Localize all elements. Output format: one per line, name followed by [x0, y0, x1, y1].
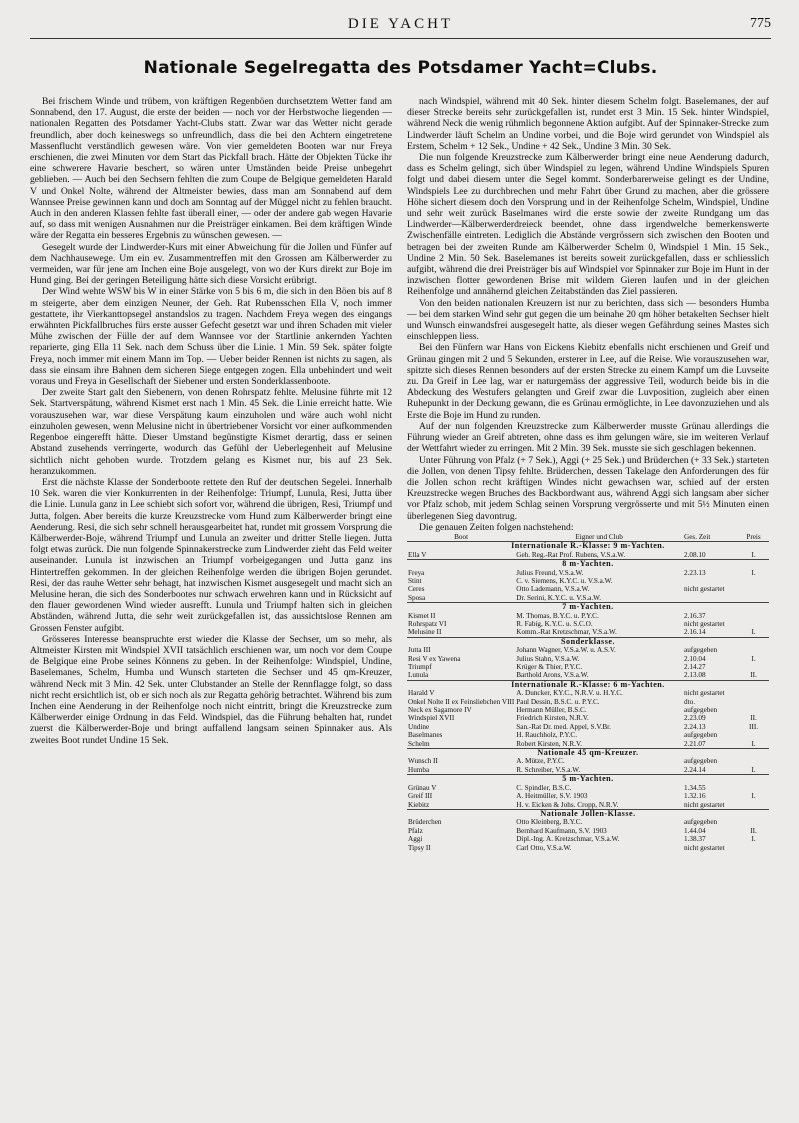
prize [738, 577, 769, 585]
results-row [407, 757, 769, 765]
prize: III. [749, 722, 759, 731]
results-row [407, 723, 769, 731]
boat-name: Baselmanes [408, 731, 443, 740]
prize [738, 612, 769, 620]
boat-name: Tipsy II [408, 843, 431, 852]
results-body [407, 542, 769, 852]
boat-name: Schelm [408, 739, 430, 748]
running-head [30, 16, 771, 39]
column-header-boat: Boot [454, 532, 469, 541]
boat-name: Harald V [408, 689, 435, 698]
boat-name: Wunsch II [408, 757, 438, 766]
journal-title: DIE YACHT [347, 16, 454, 32]
boat-name: Pfalz [408, 826, 423, 835]
owner-club: H. v. Eicken & Johs. Cropp, N.R.V. [516, 800, 619, 809]
elapsed-time: aufgegeben [684, 731, 718, 740]
results-table [407, 533, 769, 852]
prize: I. [751, 654, 756, 663]
prize [738, 706, 769, 714]
elapsed-time: nicht gestartet [684, 800, 725, 809]
elapsed-time: 1.34.55 [684, 783, 706, 792]
paragraph: Von den beiden nationalen Kreuzern ist nur zu berichten, dass sich — besonders Humba — bei dem starken Wind sehr gut gegen die um beinahe 20 qm höher betakelten Sechser hielt und Wunsch einwandsfrei ausgesegelt hatte, als dieser wegen Gefährdung seines Mastes sich einschleppen liess. [407, 297, 769, 343]
paragraph: Bei den Fünfern war Hans von Eickens Kiebitz ebenfalls nicht erschienen und Greif und Grünau gingen mit 2 und 5 Sekunden, ersterer in Lee, auf die Reise. Wie vorauszusehen war, spitzte sich dieses Rennen besonders auf der ersten Strecke zu einem Kampf um die Luvseite zu. Da Greif in Lee lag, war er naturgemäss der aggressive Teil, wodurch beide bis in die Abdeckung des Westufers gelangten und Greif zwar die Luvposition, zugleich aber einen Ruhepunkt in der Deckung gewann, die es Grünau ermöglichte, in Lee davonzuziehen und als Erste die Boje im Hund zu runden. [407, 342, 769, 421]
prize: II. [750, 671, 757, 680]
owner-club: Otto Kleinberg, B.Y.C. [516, 818, 583, 827]
owner-club: Johann Wagner, V.S.a.W. u. A.S.V. [516, 646, 616, 655]
paragraph: Die nun folgende Kreuzstrecke zum Kälberwerder bringt eine neue Aenderung dadurch, dass es Schelm gelingt, sich über Windspiel zu legen, während Undine Windspiels Spuren folgt und dabei diesem unter die Segel kommt. Sonderbarerweise gelingt es der Undine, Windspiels Lee zu durchbrechen und mehr Fahrt über Grund zu machen, aber die grössere Höhe sichert diesem doch den Vorsprung und in der Reihenfolge Schelm, Windspiel, Undine und sehr weit zurück Baselmanes wird die erste sowie der zweite Rundgang um das Lindwerder—Kälberwerderdreieck beendet, ohne dass irgendwelche bemerkenswerte Zwischenfälle eintreten. Lediglich die Abstände vergrössern sich zwischen den Booten und betragen bei der zweiten Runde am Kälberwerder Schelm 0, Windspiel 1 Min. 15 Sek., Undine 2 Min. 50 Sek. Baselemanes ist bereits soweit zurückgefallen, dass er schliesslich aufgibt, während die drei Preisträger bis auf Windspiel vor Spinnaker zur Boje im Hunt in der inzwischen flotter gewordenen Brise mit wildem Gieren laufen und in der gleichen Reihenfolge und annähernd gleichen Zeitabständen das Ziel passieren. [407, 152, 769, 298]
elapsed-time: nicht gestartet [684, 585, 725, 594]
results-row [407, 818, 769, 826]
owner-club: Friedrich Kirsten, N.R.V. [516, 714, 589, 723]
elapsed-time: aufgegeben [684, 646, 718, 655]
prize [738, 757, 769, 765]
right-column [407, 96, 769, 852]
elapsed-time [683, 594, 738, 603]
boat-name: Triumpf [408, 663, 432, 672]
owner-club: Julius Freund, V.S.a.W. [516, 568, 584, 577]
boat-name: Brüderchen [408, 818, 442, 827]
boat-name: Kiebitz [408, 800, 430, 809]
boat-name: Ella V [408, 550, 427, 559]
class-title: Nationale Jollen-Klasse. [407, 809, 769, 818]
boat-name: Rohrspatz VI [408, 619, 447, 628]
owner-club: Julius Stahn, V.S.a.W. [516, 654, 580, 663]
paragraph: Auf der nun folgenden Kreuzstrecke zum Kälberwerder musste Grünau allerdings die Führung wieder an Greif abtreten, ohne dass es ihm gelungen wäre, sie im weiteren Verlauf der Wettfahrt wieder zu erringen. Mit 2 Min. 39 Sek. musste sie sich geschlagen bekennen. [407, 420, 769, 455]
elapsed-time: 2.16.14 [684, 628, 706, 637]
prize: I. [751, 835, 756, 844]
elapsed-time: aufgegeben [684, 818, 718, 827]
results-row [407, 784, 769, 792]
elapsed-time: 2.24.13 [684, 722, 706, 731]
elapsed-time: 1.32.16 [684, 792, 706, 801]
prize [738, 663, 769, 671]
owner-club: R. Schreiber, V.S.a.W. [516, 765, 581, 774]
owner-club: A. Duncker, KY.C., N.R.V. u. H.Y.C. [516, 689, 623, 698]
paragraph: Unter Führung von Pfalz (+ 7 Sek.), Aggi (+ 25 Sek.) und Brüderchen (+ 33 Sek.) starteten die Jollen, von denen Tipsy fehlte. Brüderchen, dessen Takelage den Anforderungen des für die Jollen schon recht kräftigen Windes nicht gewachsen war, schied auf der ersten Kreuzstrecke wegen Bruches des Backbordwant aus, während Aggi sich langsam aber sicher vor Pfalz schob, mit jedem Schlag seinen Vorsprung vergrösserte und mit 5½ Minuten einen überlegenen Sieg davontrug. [407, 454, 769, 522]
elapsed-time: 2.21.07 [684, 739, 706, 748]
results-row [407, 827, 769, 835]
paragraph: nach Windspiel, während mit 40 Sek. hinter diesem Schelm folgt. Baselemanes, der auf dieser Strecke bereits sehr zurückgefallen ist, rundet erst 3 Min. 15 Sek. hinter Windspiel, während Neck die wenig rühmlich begonnene Aktion aufgibt. Auf der Spinnaker-Strecke zum Lindwerder läuft Schelm an Undine vorbei, und die Boje wird gerundet von Windspiel als Erstem, Schelm + 12 Sek., Undine + 42 Sek., Undine 3 Min. 30 Sek. [407, 96, 769, 152]
results-row [407, 628, 769, 637]
prize: II. [750, 826, 757, 835]
results-row [407, 671, 769, 680]
owner-club: Hermann Müller, B.S.C. [516, 706, 587, 715]
results-row [407, 577, 769, 585]
results-row [407, 594, 769, 603]
elapsed-time: nicht gestartet [684, 689, 725, 698]
paragraph: Grösseres Interesse beanspruchte erst wieder die Klasse der Sechser, um so mehr, als Altmeister Kirsten mit Windspiel XVII tatsächlich erschienen war, um noch vor dem Coupe de Belgique eine Probe seines Könnens zu geben. In der Reihenfolge: Windspiel, Undine, Baselemanes, Schelm, Humba und Wunsch starteten die Sechser und 45 qm-Kreuzer, während Neck mit 3 Min. 42 Sek. unter Clubstander an Stelle der Rennflagge folgt, so dass nicht recht ersichtlich ist, ob er sich noch als zur Regatta gehörig betrachtet. Während bis zum Inchen eine Aenderung in der Reihenfolge noch nicht eintritt, bringt die Kreuzstrecke zum Kälberwerder einige Ordnung in das Feld. Windspiel, das die Führung behalten hat, rundet zuerst die Kälberwerder-Boje und bringt auffallend langsam seinen Spinnaker aus. Als zweites Boot rundet Undine 15 Sek. [30, 633, 392, 746]
class-title: Internationale R.-Klasse: 9 m-Yachten. [407, 542, 769, 551]
owner-club: Paul Dessin, B.S.C. u. P.Y.C. [516, 697, 600, 706]
results-row [407, 835, 769, 843]
elapsed-time: 2.10.04 [684, 654, 706, 663]
prize [738, 689, 769, 697]
boat-name: Humba [408, 765, 430, 774]
prize [738, 844, 769, 852]
boat-name: Melusine II [408, 628, 442, 637]
results-row [407, 706, 769, 714]
results-row [407, 569, 769, 577]
boat-name: Sposa [408, 593, 426, 602]
results-row [407, 620, 769, 628]
column-header-prize: Preis [746, 532, 761, 541]
results-class-heading [407, 560, 769, 569]
elapsed-time: 2.08.10 [684, 550, 706, 559]
results-heading: Die genauen Zeiten folgen nachstehend: [419, 521, 574, 533]
results-class-heading [407, 749, 769, 758]
owner-club: Otto Lademann, V.S.a.W. [516, 585, 590, 594]
elapsed-time: 2.24.14 [684, 765, 706, 774]
owner-club: Carl Otto, V.S.a.W. [516, 843, 572, 852]
prize [738, 698, 769, 706]
left-column [30, 96, 392, 746]
paragraph: Bei frischem Winde und trübem, von kräftigen Regenböen durchsetztem Wetter fand am Sonnabend, den 17. August, die erste der beiden — noch vor der Herbstwoche liegenden — nationalen Regatten des Potsdamer Yacht-Clubs statt. Zwar war das Wetter nicht gerade freundlich, aber doch keineswegs so unfreundlich, dass die bei den Achtern eingetretene Massenflucht verständlich gewesen wäre. Von vier gemeldeten Booten war nur Freya erschienen, die zwei Minuten vor dem Start das Pickfall brach. Hätte der Objekten Tücke ihr eine schwerere Havarie beschert, so wären unter Umständen beide Preise unbegehrt geblieben. — Auch bei den Sechsern fehlten die zum Coupe de Belgique gemeldeten Harald V und Onkel Nolte, während der Altmeister bewies, dass man am Sonnabend auf dem Wannsee Preise gewinnen kann und doch am Sonntag auf der Müggel nicht zu fehlen braucht. Auch in den anderen Klassen fehlte fast überall einer, — oder der andere gab wegen Havarie auf, so dass mit wenigen Ausnahmen nur die Preisträger einkamen. Bei dem kräftigen Winde wäre der Regatta ein besseres Ergebnis zu wünschen gewesen. — [30, 96, 392, 242]
prize [738, 585, 769, 593]
owner-club: Dipl.-Ing. A. Kretzschmar, V.S.a.W. [516, 835, 620, 844]
owner-club: Barthold Arons, V.S.a.W. [516, 671, 589, 680]
prize: I. [751, 568, 756, 577]
boat-name: Ceres [408, 585, 425, 594]
prize: I. [751, 739, 756, 748]
owner-club: Robert Kirsten, N.R.V. [516, 739, 583, 748]
owner-club: A. Mütze, P.Y.C. [516, 757, 565, 766]
boat-name: Resi V ex Yawena [408, 654, 461, 663]
column-header-owner: Eigner und Club [575, 532, 623, 541]
elapsed-time: 2.16.37 [684, 611, 706, 620]
boat-name: Freya [408, 568, 425, 577]
results-row [407, 551, 769, 560]
paragraph: Der Wind wehte WSW bis W in einer Stärke von 5 bis 6 m, die sich in den Böen bis auf 8 m steigerte, aber dem einzigen Neuner, der Geh. Rat Rubensschen Ella V, noch immer gestattete, ihr Vierkanttopsegel anstandslos zu tragen. Nachdem Freya wegen des eingangs erwähnten Pickfallbruches fürs erste ausser Gefecht gesetzt war und ihren Schaden mit vieler Mühe zwischen der Fülle der auf dem Wannsee vor der Startlinie ankernden Yachten reparierte, ging Ella 11 Sek. nach dem Schuss über die Linie. 1 Min. 59 Sek. später folgte Freya, noch immer mit einem Mann im Top. — Ueber beider Rennen ist nichts zu sagen, als dass sie einsam ihre Bahnen dem sicheren Siege entgegen zogen. Ella unbehindert und weit voraus und Freya in Gesellschaft der Siebener und ersten Sonderklassenboote. [30, 286, 392, 388]
prize: I. [751, 628, 756, 637]
results-class-heading [407, 603, 769, 612]
prize [738, 818, 769, 826]
page-number: 775 [750, 16, 771, 31]
elapsed-time: 1.38.37 [684, 835, 706, 844]
boat-name: Undine [408, 722, 430, 731]
boat-name: Jutta III [408, 646, 431, 655]
results-class-heading [407, 637, 769, 646]
owner-club: C. v. Siemens, K.Y.C. u. V.S.a.W. [516, 576, 613, 585]
results-row [407, 731, 769, 739]
results-row [407, 663, 769, 671]
boat-name: Neck ex Sagamore IV [408, 706, 472, 715]
elapsed-time [683, 577, 738, 585]
owner-club: R. Fabig, K.Y.C. u. S.C.O. [516, 619, 593, 628]
elapsed-time: aufgegeben [684, 757, 718, 766]
results-row [407, 792, 769, 800]
boat-name: Grünau V [408, 783, 437, 792]
owner-club: A. Heitmüller, S.V. 1903 [516, 792, 588, 801]
results-class-heading [407, 809, 769, 818]
elapsed-time: nicht gestartet [684, 843, 725, 852]
results-row [407, 766, 769, 775]
prize [738, 731, 769, 739]
elapsed-time: dto. [684, 697, 695, 706]
prize: II. [750, 714, 757, 723]
prize [738, 646, 769, 654]
elapsed-time: 2.23.09 [684, 714, 706, 723]
results-row [407, 740, 769, 749]
boat-name: Greif III [408, 792, 433, 801]
elapsed-time: 2.13.08 [684, 671, 706, 680]
results-row [407, 714, 769, 722]
owner-club: Geh. Reg.-Rat Prof. Rubens, V.S.a.W. [516, 550, 626, 559]
elapsed-time: 2.23.13 [684, 568, 706, 577]
class-title: 7 m-Yachten. [407, 603, 769, 612]
prize [738, 594, 769, 603]
results-class-heading [407, 775, 769, 784]
owner-club: Bernhard Kaufmann, S.V. 1903 [516, 826, 607, 835]
results-row [407, 612, 769, 620]
elapsed-time: 2.14.27 [684, 663, 706, 672]
prize: I. [751, 792, 756, 801]
elapsed-time: aufgegeben [684, 706, 718, 715]
elapsed-time: 1.44.04 [684, 826, 706, 835]
results-row [407, 655, 769, 663]
elapsed-time: nicht gestartet [684, 619, 725, 628]
class-title: Sonderklasse. [407, 637, 769, 646]
results-row [407, 689, 769, 697]
class-title: 5 m-Yachten. [407, 775, 769, 784]
owner-club: H. Rauchholz, P.Y.C. [516, 731, 578, 740]
boat-name: Aggi [408, 835, 423, 844]
paragraph: Erst die nächste Klasse der Sonderboote rettete den Ruf der deutschen Segelei. Innerhalb 10 Sek. waren die vier Konkurrenten in der Reihenfolge: Triumpf, Lunula, Resi, Jutta über die Linie. Lunula ganz in Lee schiebt sich sofort vor, während die übrigen, Resi, Triumpf und Jutta, folgen. Aber bereits die kurze Kreuzstrecke vom Hund zum Kälberwerder bringt eine Aenderung. Resi, die sich sehr schnell herausgearbeitet hat, rundet mit grossem Vorsprung die Kälberwerder-Boje, während Triumpf und Lunula an zweiter und dritter Stelle liegen. Jutta folgt etwas zurück. Die nun folgende Spinnakerstrecke zum Lindwerder zieht das Feld weiter auseinander. Lunula ist inzwischen an Triumpf vorbeigegangen und Jutta ganz ins Hintertreffen gekommen. In der gleichen Reihenfolge werden die übrigen Bojen gerundet. Resi, der das rauhe Wetter sehr behagt, hat inzwischen Kismet ausgesegelt und macht sich an Melusine heran, die sich des Sonderbootes nur schwach erwehren kann und in Rücksicht auf den flauer gewordenen Wind wieder ausrefft. Lunula und Triumpf halten sich in gleichen Abständen, während Jutta, die sehr weit zurückgefallen ist, das aussichtslose Rennen am Grossen Fenster aufgibt. [30, 476, 392, 634]
owner-club: Dr. Serini, K.Y.C. u. V.S.a.W. [516, 593, 602, 602]
article-title: Nationale Segelregatta des Potsdamer Yacht=Clubs. [143, 58, 658, 78]
results-header-row [407, 533, 769, 542]
boat-name: Windspiel XVII [408, 714, 455, 723]
results-row [407, 844, 769, 852]
owner-club: C. Spindler, B.S.C. [516, 783, 572, 792]
results-row [407, 585, 769, 593]
results-row [407, 698, 769, 706]
prize [738, 801, 769, 810]
prize [738, 620, 769, 628]
owner-club: Krüger & Thier, P.Y.C. [516, 663, 583, 672]
boat-name: Onkel Nolte II ex Feinsliebchen VIII [408, 697, 515, 706]
results-class-heading [407, 542, 769, 551]
results-row [407, 646, 769, 654]
owner-club: M. Thomas, B.Y.C. u. P.Y.C. [516, 611, 599, 620]
boat-name: Lunula [408, 671, 429, 680]
column-header-time: Ges. Zeit [684, 532, 711, 541]
boat-name: Kismet II [408, 611, 436, 620]
class-title: Internationale R.-Klasse: 6 m-Yachten. [407, 680, 769, 689]
paragraph: Der zweite Start galt den Siebenern, von denen Rohrspatz fehlte. Melusine führte mit 12 Sek. Startverspätung, während Kismet erst nach 1 Min. 45 Sek. die Linie erreicht hatte. Wie vorauszusehen war, war diese Verspätung kaum einzuholen und wäre auch wohl nicht einzuholen gewesen, wenn Melusine nicht in übertriebener Vorsicht vor einer aufkommenden Regenboe eingerefft hätte. Dieser Umstand begünstigte Kismet derartig, dass er seinen Abstand zusehends verringerte, wodurch das Gefühl der Ueberlegenheit auf Melusine sichtlich nicht gehoben wurde. Trotzdem gelang es Kismet nur, bis auf 23 Sek. heranzukommen. [30, 387, 392, 477]
prize: I. [751, 550, 756, 559]
class-title: 8 m-Yachten. [407, 560, 769, 569]
prize: I. [751, 765, 756, 774]
prize [738, 784, 769, 792]
owner-club: Komm.-Rat Kretzschmar, V.S.a.W. [516, 628, 617, 637]
results-row [407, 801, 769, 810]
owner-club: San.-Rat Dr. med. Appel, S.V.Br. [516, 722, 611, 731]
class-title: Nationale 45 qm-Kreuzer. [407, 749, 769, 758]
paragraph: Gesegelt wurde der Lindwerder-Kurs mit einer Abweichung für die Jollen und Fünfer auf dem Nachhausewege. Um ein ev. Zusammentreffen mit den Grossen am Kälberwerder zu vermeiden, war für jene am Inchen eine Boje ausgelegt, von wo der Kurs direkt zur Boje im Hund ging. Bei der geringen Beteiligung hätte sich diese Vorsicht erübrigt. [30, 241, 392, 287]
boat-name: Stint [408, 576, 422, 585]
results-class-heading [407, 680, 769, 689]
